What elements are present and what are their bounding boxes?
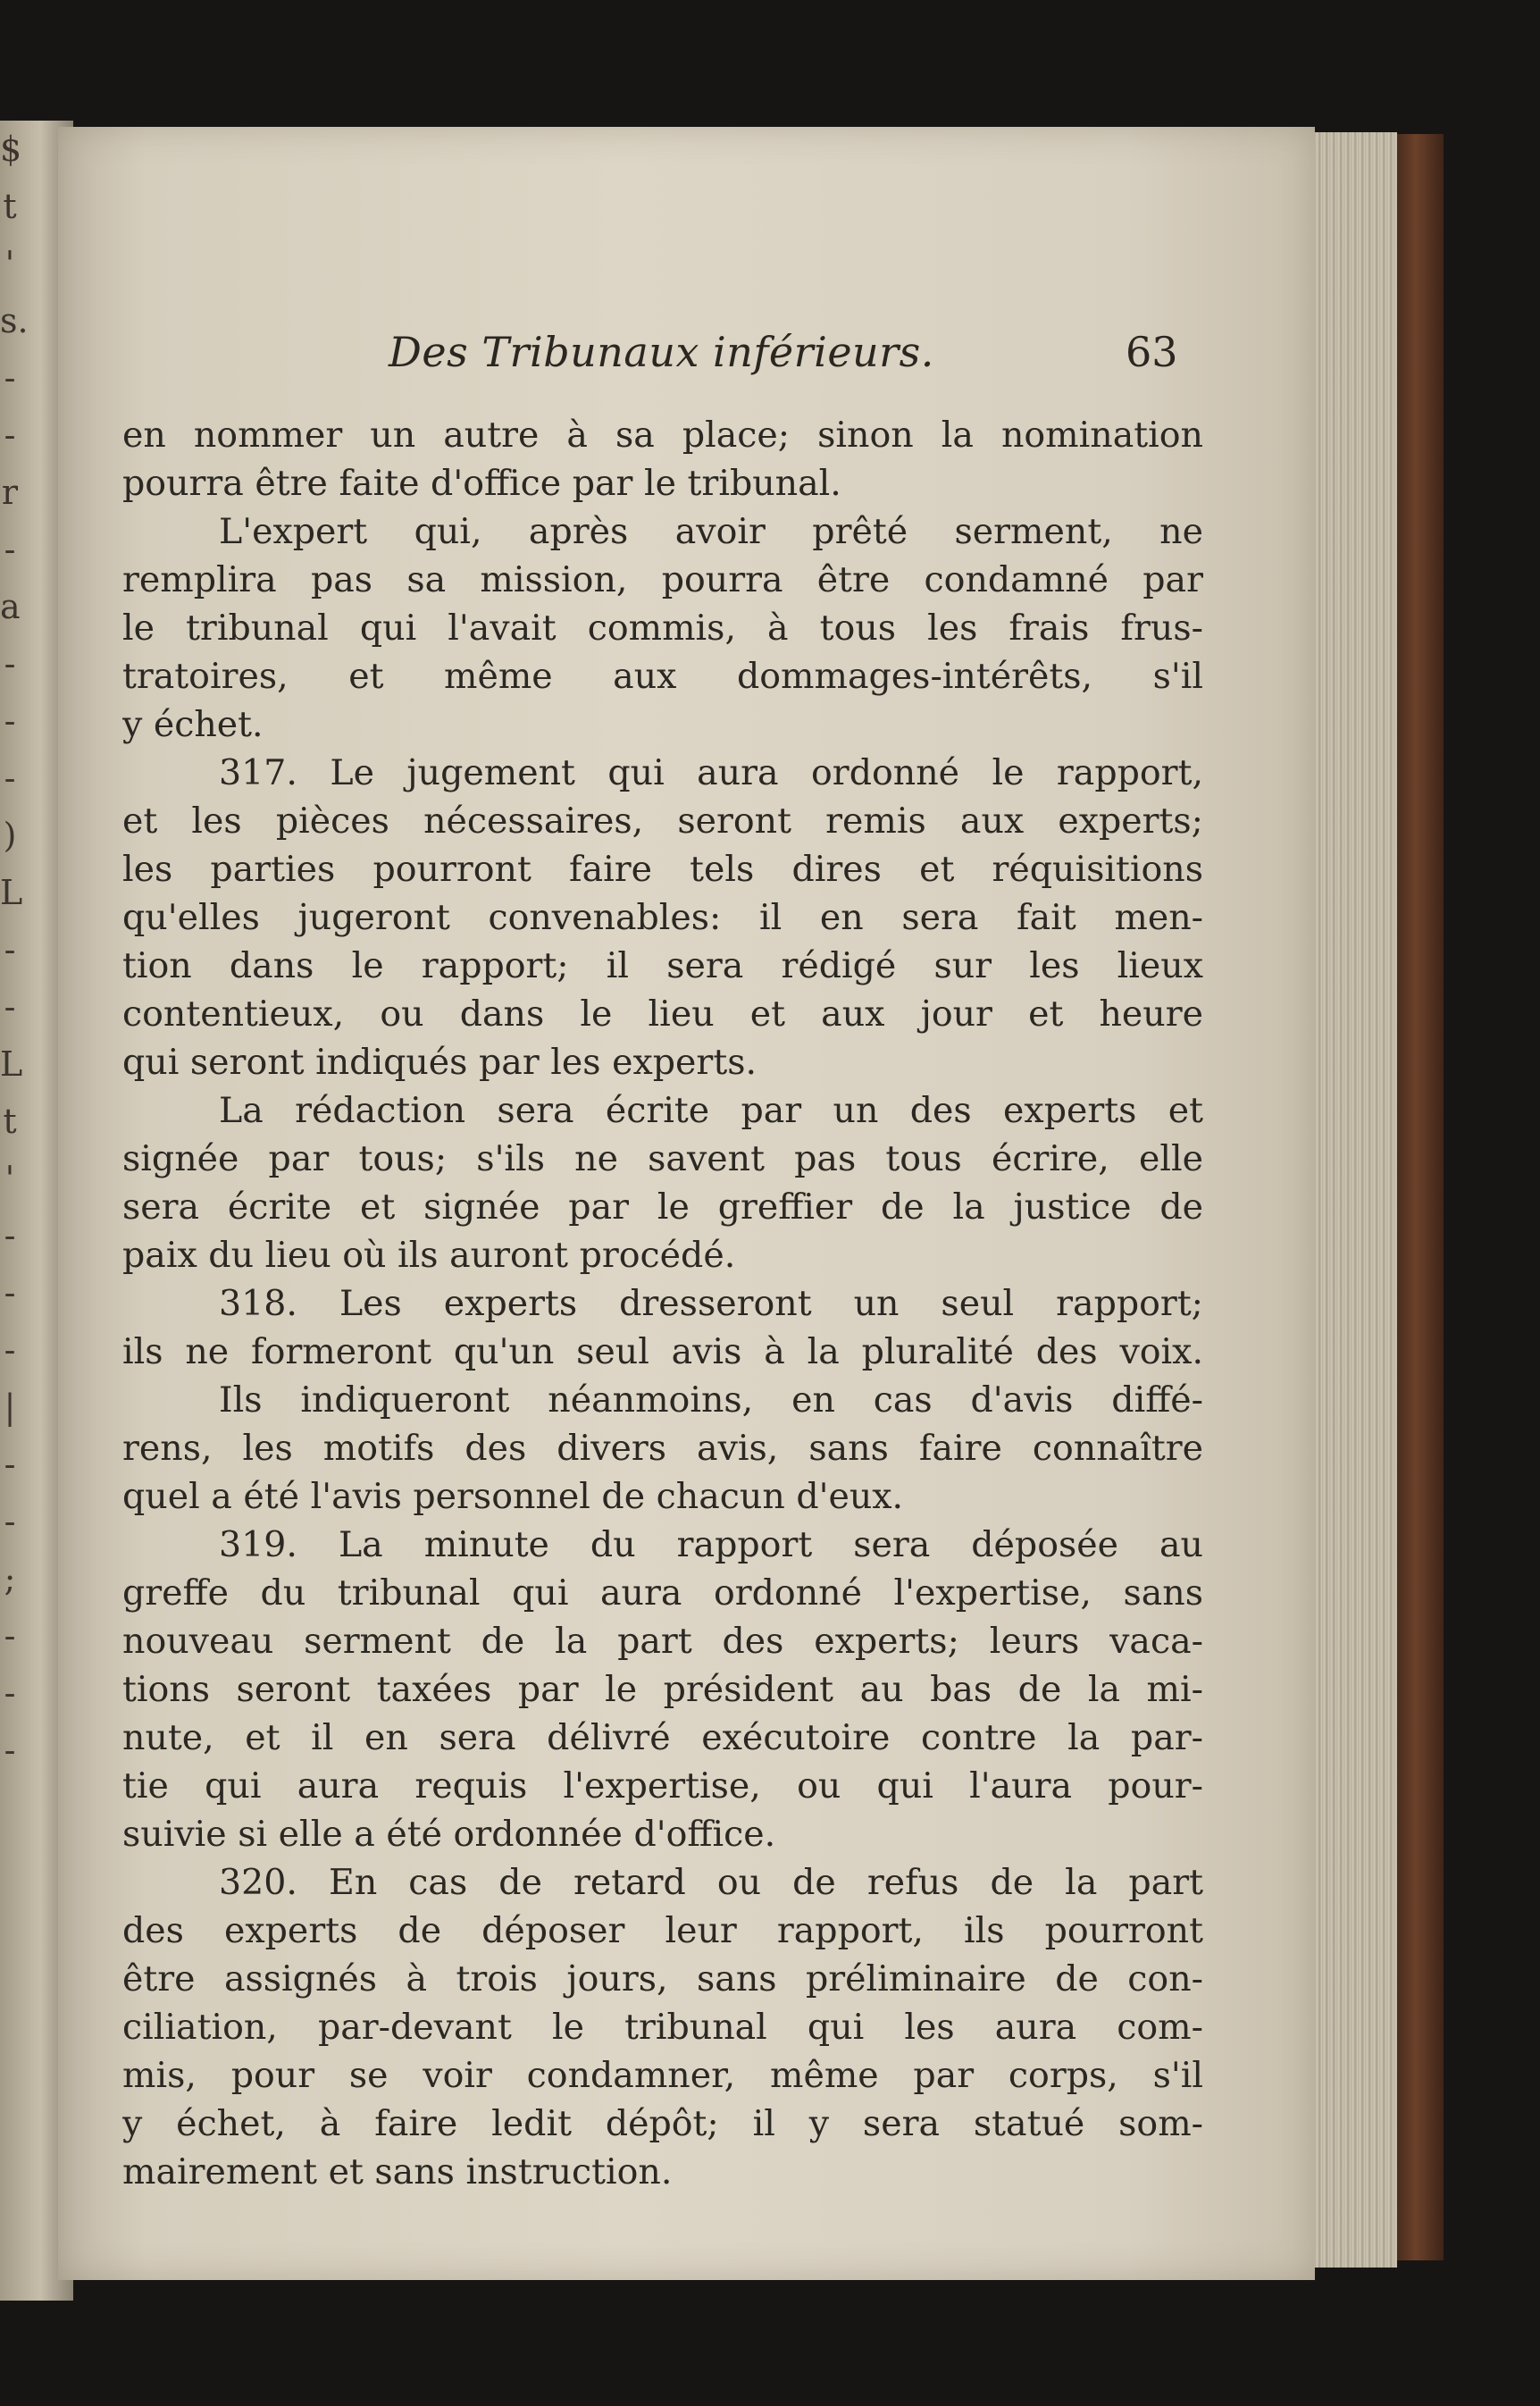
margin-mark: ' <box>4 244 15 283</box>
margin-mark: s. <box>0 301 29 340</box>
text-line: mis, pour se voir condamner, même par corps, s'il <box>122 2055 1203 2096</box>
text-line: rens, les motifs des divers avis, sans faire connaître <box>122 1428 1203 1469</box>
margin-mark: L <box>0 873 23 912</box>
page-block-edge <box>1315 132 1397 2268</box>
margin-mark: ' <box>4 1159 15 1198</box>
text-line: remplira pas sa mission, pourra être condamné par <box>122 559 1203 600</box>
text-line: être assignés à trois jours, sans préliminaire de con- <box>122 1958 1203 1999</box>
text-line: qu'elles jugeront convenables: il en sera fait men- <box>122 897 1203 938</box>
margin-mark: t <box>3 1102 17 1141</box>
text-line: contentieux, ou dans le lieu et aux jour et heure <box>122 993 1203 1035</box>
text-line: paix du lieu où ils auront procédé. <box>122 1235 736 1276</box>
margin-mark: a <box>0 587 21 626</box>
facing-page-margin-marks <box>0 121 29 2301</box>
text-line: ils ne formeront qu'un seul avis à la pluralité des voix. <box>122 1331 1203 1372</box>
text-line: les parties pourront faire tels dires et réquisitions <box>122 849 1203 890</box>
text-line: ciliation, par-devant le tribunal qui les aura com- <box>122 2007 1203 2048</box>
margin-mark: - <box>4 987 16 1027</box>
margin-mark: - <box>4 1445 16 1484</box>
margin-mark: $ <box>0 130 22 169</box>
margin-mark: | <box>4 1387 16 1427</box>
margin-mark: - <box>4 644 16 683</box>
book-page <box>58 127 1315 2280</box>
margin-mark: L <box>0 1044 23 1084</box>
text-line: greffe du tribunal qui aura ordonné l'expertise, sans <box>122 1572 1203 1614</box>
article-317-start: 317. Le jugement qui aura ordonné le rapport, <box>219 752 1203 793</box>
text-line: y échet, à faire ledit dépôt; il y sera statué som- <box>122 2103 1203 2144</box>
margin-mark: - <box>4 358 16 398</box>
page-header <box>58 328 1315 390</box>
text-line: tie qui aura requis l'expertise, ou qui l'aura pour- <box>122 1765 1203 1807</box>
book-binding <box>1397 134 1444 2260</box>
text-line: des experts de déposer leur rapport, ils pourront <box>122 1910 1203 1951</box>
margin-mark: - <box>4 1616 16 1656</box>
text-line: La rédaction sera écrite par un des experts et <box>219 1090 1203 1131</box>
text-line: qui seront indiqués par les experts. <box>122 1042 757 1083</box>
text-line: mairement et sans instruction. <box>122 2151 673 2192</box>
article-319-start: 319. La minute du rapport sera déposée au <box>219 1524 1203 1565</box>
margin-mark: ; <box>4 1559 16 1598</box>
text-line: en nommer un autre à sa place; sinon la nomination <box>122 415 1203 456</box>
text-line: Ils indiqueront néanmoins, en cas d'avis diffé- <box>219 1379 1203 1421</box>
running-title: Des Tribunaux inférieurs. <box>389 328 934 376</box>
margin-mark: t <box>3 187 17 226</box>
text-line: tions seront taxées par le président au bas de la mi- <box>122 1669 1203 1710</box>
text-line: pourra être faite d'office par le tribunal. <box>122 463 841 504</box>
article-320-start: 320. En cas de retard ou de refus de la part <box>219 1862 1203 1903</box>
text-line: nute, et il en sera délivré exécutoire contre la par- <box>122 1717 1203 1758</box>
margin-mark: - <box>4 415 16 455</box>
margin-mark: r <box>1 473 19 512</box>
text-line: et les pièces nécessaires, seront remis aux experts; <box>122 801 1203 842</box>
text-line: sera écrite et signée par le greffier de la justice de <box>122 1186 1203 1228</box>
body-text <box>122 411 1203 2196</box>
text-line: L'expert qui, après avoir prêté serment, ne <box>219 511 1203 552</box>
margin-mark: - <box>4 1673 16 1713</box>
margin-mark: - <box>4 1216 16 1255</box>
margin-mark: - <box>4 930 16 969</box>
margin-mark: ) <box>3 816 17 855</box>
text-line: tratoires, et même aux dommages-intérêts, s'il <box>122 656 1203 697</box>
text-line: suivie si elle a été ordonnée d'office. <box>122 1814 776 1855</box>
margin-mark: - <box>4 1330 16 1370</box>
text-line: tion dans le rapport; il sera rédigé sur les lieux <box>122 945 1203 986</box>
margin-mark: - <box>4 1502 16 1541</box>
page-number: 63 <box>1126 328 1178 376</box>
text-line: y échet. <box>122 704 264 745</box>
margin-mark: - <box>4 701 16 741</box>
text-line: quel a été l'avis personnel de chacun d'eux. <box>122 1476 904 1517</box>
text-line: nouveau serment de la part des experts; leurs vaca- <box>122 1621 1203 1662</box>
text-line: signée par tous; s'ils ne savent pas tous écrire, elle <box>122 1138 1203 1179</box>
article-318-start: 318. Les experts dresseront un seul rapport; <box>219 1283 1203 1324</box>
margin-mark: - <box>4 1273 16 1312</box>
margin-mark: - <box>4 530 16 569</box>
text-line: le tribunal qui l'avait commis, à tous les frais frus- <box>122 608 1203 649</box>
margin-mark: - <box>4 1731 16 1770</box>
margin-mark: - <box>4 759 16 798</box>
